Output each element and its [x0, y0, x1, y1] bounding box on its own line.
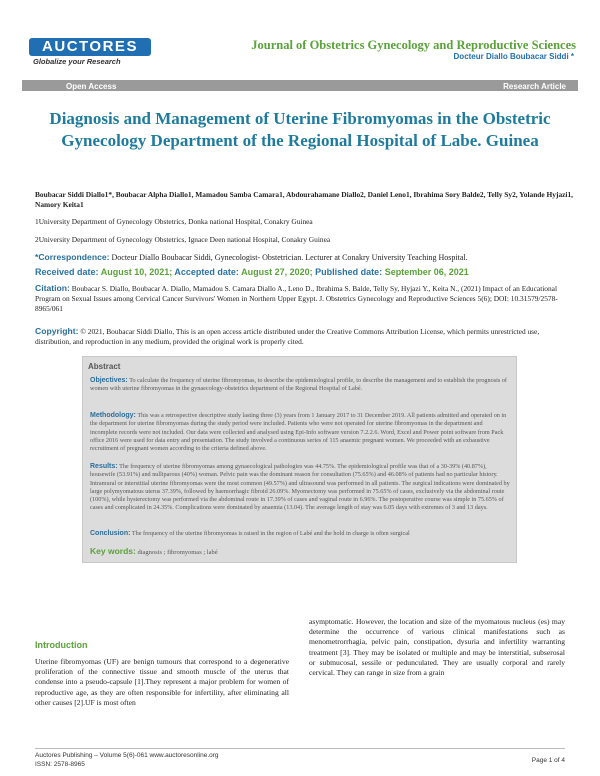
conclusion-label: Conclusion:: [90, 530, 131, 537]
footer-publisher: Auctores Publishing – Volume 5(6)-061 www.auctoresonline.org: [35, 752, 219, 759]
author-list: Boubacar Siddi Diallo1*, Boubacar Alpha Diallo1, Mamadou Samba Camara1, Abdourahamane Diallo2, Daniel Leno1, Ibrahima Sory Balde2, Telly Sy2, Yolande Hyjazi1, Namory Keita1: [35, 190, 574, 209]
methodology-label: Methodology:: [90, 412, 136, 419]
keywords-label: Key words:: [90, 546, 136, 556]
article-dates: [35, 267, 575, 277]
open-access-label: Open Access: [66, 82, 117, 91]
citation-label: Citation:: [35, 283, 70, 293]
keywords-text: diagnosis ; fibromyomas ; labé: [137, 549, 218, 556]
citation-text[interactable]: Boubacar S. Diallo, Boubacar A. Diallo, Mamadou S. Camara Diallo A., Leno D., Ibrahima S. Balde, Telly Sy, Hyjazi Y., Keita N., (2021) Impact of an Educational Program on Sexual Issues among Cervical Cancer Survivors' Women in Northern Upper Egypt. J. Obstetrics Gynecology and Reproductive Sciences 5(6); DOI: 10.31579/2578-8965/061: [35, 284, 558, 313]
keywords: [90, 546, 218, 556]
citation: [35, 283, 575, 313]
received-label: Received date:: [35, 267, 99, 277]
received-date: August 10, 2021;: [100, 267, 173, 277]
abstract-results: [90, 463, 510, 513]
correspondence-label: *Correspondence:: [35, 252, 110, 262]
objectives-text: To calculate the frequency of uterine fibromyomas, to describe the epidemiological profile, to describe the management and to establish the prognosis of women with uterine fibromyomas in the gynaecology-obstetrics department of the Regional Hospital of Labé.: [90, 377, 507, 393]
correspondence-text: Docteur Diallo Boubacar Siddi, Gynecologist- Obstetrician. Lecturer at Conakry University Teaching Hospital.: [111, 253, 468, 262]
abstract-heading: Abstract: [88, 362, 121, 371]
abstract-methodology: [90, 412, 510, 453]
correspondence: [35, 252, 575, 263]
affiliation-1: 1University Department of Gynecology Obstetrics, Donka national Hospital, Conakry Guinea: [35, 217, 313, 226]
journal-title: Journal of Obstetrics Gynecology and Reproductive Sciences: [251, 38, 576, 52]
objectives-label: Objectives:: [90, 377, 128, 384]
introduction-column-2: asymptomatic. However, the location and size of the myomatous nucleus (es) may determine the occurrence of various clinical manifestations such as menometrorrhagia, pelvic pain, constipation, dysuria and infertility warranting treatment [3]. They may be isolated or multiple and may be interstitial, subserosal or submucosal, sessile or pedunculated. They are usually corporal and rarely cervical. They can range in size from a grain: [309, 617, 565, 678]
page-number: Page 1 of 4: [531, 757, 565, 764]
results-label: Results:: [90, 463, 118, 470]
logo-tagline: Globalize your Research: [33, 57, 121, 66]
copyright-label: Copyright:: [35, 326, 79, 336]
publisher-logo: [22, 38, 170, 66]
introduction-column-1: Uterine fibromyomas (UF) are benign tumours that correspond to a degenerative proliferation of the connective tissue and smooth muscle of the uterus that condense into a pseudo-capsule [1].They represent a major problem for women of reproductive age, as they are often responsible for infertility, after eliminating all other causes [2].UF is most often: [35, 657, 289, 707]
journal-editor: Docteur Diallo Boubacar Siddi *: [453, 52, 574, 61]
published-label: Published date:: [315, 267, 383, 277]
abstract-objectives: [90, 377, 510, 394]
accepted-date: August 27, 2020;: [241, 267, 313, 277]
article-type-label: Research Article: [503, 82, 566, 91]
copyright-text: © 2021, Boubacar Siddi Diallo, This is an open access article distributed under the Creative Commons Attribution License, which permits unrestricted use, distribution, and reproduction in any medium, provided the original work is properly cited.: [35, 327, 540, 346]
copyright: [35, 326, 575, 347]
article-title: Diagnosis and Management of Uterine Fibromyomas in the Obstetric Gynecology Department of the Regional Hospital of Labe. Guinea: [49, 109, 551, 150]
conclusion-text: The frequency of the uterine fibromyomas is raised in the region of Labé and the hold in charge is often surgical: [131, 530, 410, 537]
footer-issn: ISSN: 2578-8965: [35, 761, 85, 768]
accepted-label: Accepted date:: [174, 267, 239, 277]
footer-divider: [35, 748, 565, 749]
abstract-conclusion: [90, 530, 510, 538]
introduction-heading: Introduction: [35, 640, 88, 650]
published-date: September 06, 2021: [384, 267, 469, 277]
methodology-text: This was a retrospective descriptive study lasting three (3) years from 1 January 2017 to 31 December 2019. All patients admitted and operated on in the department for uterine fibromyomas during the study period were included. Patients who were not operated for uterine fibromyomas in the department and incomplete records were not included. Our data were collected and analysed using Epi-Info software version 7.2.2.6. Word, Excel and Power point software from Pack office 2016 were used for data entry and presentation. The study involved a continuous series of 115 anaemic pregnant women. We proceeded with an exhaustive recruitment of pregnant women according to the criteria defined above.: [90, 412, 507, 453]
affiliation-2: 2University Department of Gynecology Obstetrics, Ignace Deen national Hospital, Conakry Guinea: [35, 235, 331, 244]
logo-wordmark: AUCTORES: [29, 38, 151, 56]
results-text: The frequency of uterine fibromyomas among gynaecological pathologies was 44.75%. The epidemiological profile was that of a 30-39% (40.87%), housewife (53.91%) and nulliparous (40%) woman. Pelvic pain was the dominant reason for consultation (75.65%) and 46.08% of patients had no particular history. Intramural or interstitial uterine fibromyomas were the most common (49.57%) and ultrasound was performed in all patients. The surgical indications were dominated by large polymyomatous uterus 37.39%, followed by haemorrhagic fibroid 26.09%. Myomectomy was performed in 75.65% of cases, exclusively via the abdominal route (100%), while hysterectomy was performed via the abdominal route in 17.39% of cases and vaginal route in 6.96%. The postoperative course was simple in 75.65% of cases and complicated in 24.35%. Complications were dominated by anaemia (13.04). The average length of stay was 6.05 days with extremes of 3 and 13 days.: [90, 463, 510, 512]
